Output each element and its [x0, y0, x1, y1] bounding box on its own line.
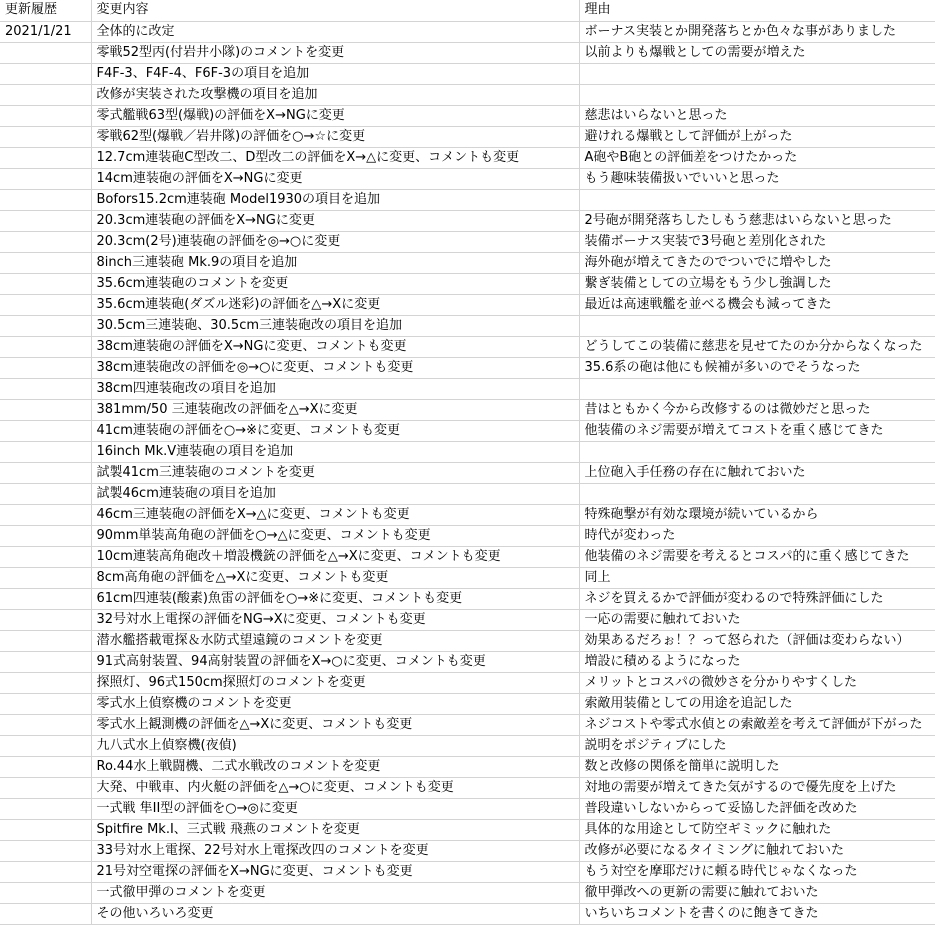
table-row: [0, 273, 935, 294]
date-cell: [0, 567, 91, 588]
date-cell: [0, 168, 91, 189]
date-cell: [0, 63, 91, 84]
reason-cell: 効果あるだろぉ！？って怒られた（評価は変わらない）: [579, 630, 935, 651]
change-cell: 32号対水上電探の評価をNG→Xに変更、コメントも変更: [91, 609, 579, 630]
reason-cell: 説明をポジティブにした: [579, 735, 935, 756]
change-cell: 8cm高角砲の評価を△→Xに変更、コメントも変更: [91, 567, 579, 588]
reason-cell: [579, 63, 935, 84]
reason-cell: 最近は高速戦艦を並べる機会も減ってきた: [579, 294, 935, 315]
change-cell: 全体的に改定: [91, 21, 579, 42]
header-history: 更新履歴: [0, 0, 91, 21]
table-row: [0, 546, 935, 567]
table-row: [0, 672, 935, 693]
change-cell: 90mm単装高角砲の評価を○→△に変更、コメントも変更: [91, 525, 579, 546]
date-cell: [0, 441, 91, 462]
table-row: [0, 399, 935, 420]
change-cell: 潜水艦搭載電探＆水防式望遠鏡のコメントを変更: [91, 630, 579, 651]
reason-cell: 海外砲が増えてきたのでついでに増やした: [579, 252, 935, 273]
date-cell: [0, 882, 91, 903]
change-cell: 九八式水上偵察機(夜偵): [91, 735, 579, 756]
change-cell: 30.5cm三連装砲、30.5cm三連装砲改の項目を追加: [91, 315, 579, 336]
reason-cell: 時代が変わった: [579, 525, 935, 546]
change-cell: 一式戦 隼II型の評価を○→◎に変更: [91, 798, 579, 819]
table-row: [0, 105, 935, 126]
table-row: [0, 861, 935, 882]
change-cell: 零戦52型丙(付岩井小隊)のコメントを変更: [91, 42, 579, 63]
reason-cell: [579, 441, 935, 462]
reason-cell: ネジを買えるかで評価が変わるので特殊評価にした: [579, 588, 935, 609]
change-cell: 38cm四連装砲改の項目を追加: [91, 378, 579, 399]
reason-cell: 昔はともかく今から改修するのは微妙だと思った: [579, 399, 935, 420]
change-cell: 61cm四連装(酸素)魚雷の評価を○→※に変更、コメントも変更: [91, 588, 579, 609]
table-row: [0, 525, 935, 546]
date-cell: [0, 147, 91, 168]
change-cell: 20.3cm連装砲の評価をX→NGに変更: [91, 210, 579, 231]
table-row: [0, 84, 935, 105]
header-reason: 理由: [579, 0, 935, 21]
reason-cell: 具体的な用途として防空ギミックに触れた: [579, 819, 935, 840]
date-cell: [0, 357, 91, 378]
change-cell: Ro.44水上戦闘機、二式水戦改のコメントを変更: [91, 756, 579, 777]
table-row: [0, 630, 935, 651]
change-cell: 試製46cm連装砲の項目を追加: [91, 483, 579, 504]
change-cell: F4F-3、F4F-4、F6F-3の項目を追加: [91, 63, 579, 84]
reason-cell: 特殊砲撃が有効な環境が続いているから: [579, 504, 935, 525]
change-cell: 41cm連装砲の評価を○→※に変更、コメントも変更: [91, 420, 579, 441]
date-cell: [0, 252, 91, 273]
date-cell: [0, 420, 91, 441]
table-row: [0, 840, 935, 861]
change-cell: 一式徹甲弾のコメントを変更: [91, 882, 579, 903]
table-row: [0, 588, 935, 609]
reason-cell: 同上: [579, 567, 935, 588]
table-row: [0, 819, 935, 840]
date-cell: [0, 378, 91, 399]
table-row: [0, 903, 935, 924]
date-cell: [0, 294, 91, 315]
table-row: [0, 315, 935, 336]
reason-cell: 索敵用装備としての用途を追記した: [579, 693, 935, 714]
date-cell: [0, 798, 91, 819]
table-row: [0, 210, 935, 231]
table-row: [0, 126, 935, 147]
table-row: [0, 336, 935, 357]
date-cell: [0, 189, 91, 210]
reason-cell: ボーナス実装とか開発落ちとか色々な事がありました: [579, 21, 935, 42]
reason-cell: もう対空を摩耶だけに頼る時代じゃなくなった: [579, 861, 935, 882]
date-cell: [0, 399, 91, 420]
change-cell: 35.6cm連装砲のコメントを変更: [91, 273, 579, 294]
reason-cell: もう趣味装備扱いでいいと思った: [579, 168, 935, 189]
reason-cell: メリットとコスパの微妙さを分かりやすくした: [579, 672, 935, 693]
date-cell: [0, 630, 91, 651]
reason-cell: 2号砲が開発落ちしたしもう慈悲はいらないと思った: [579, 210, 935, 231]
date-cell: [0, 756, 91, 777]
change-cell: 10cm連装高角砲改＋増設機銃の評価を△→Xに変更、コメントも変更: [91, 546, 579, 567]
date-cell: [0, 504, 91, 525]
table-row: [0, 798, 935, 819]
table-row: [0, 21, 935, 42]
table-row: [0, 357, 935, 378]
change-cell: 零戦62型(爆戦／岩井隊)の評価を○→☆に変更: [91, 126, 579, 147]
change-cell: 改修が実装された攻撃機の項目を追加: [91, 84, 579, 105]
date-cell: [0, 777, 91, 798]
reason-cell: 35.6系の砲は他にも候補が多いのでそうなった: [579, 357, 935, 378]
change-cell: 16inch Mk.V連装砲の項目を追加: [91, 441, 579, 462]
reason-cell: 一応の需要に触れておいた: [579, 609, 935, 630]
table-row: [0, 378, 935, 399]
change-cell: 大発、中戦車、内火艇の評価を△→○に変更、コメントも変更: [91, 777, 579, 798]
table-row: [0, 63, 935, 84]
date-cell: [0, 483, 91, 504]
reason-cell: 改修が必要になるタイミングに触れておいた: [579, 840, 935, 861]
change-cell: 38cm連装砲改の評価を◎→○に変更、コメントも変更: [91, 357, 579, 378]
reason-cell: 他装備のネジ需要を考えるとコスパ的に重く感じてきた: [579, 546, 935, 567]
date-cell: [0, 651, 91, 672]
table-row: [0, 147, 935, 168]
table-row: [0, 504, 935, 525]
table-row: [0, 189, 935, 210]
header-change: 変更内容: [91, 0, 579, 21]
reason-cell: 普段違いしないからって妥協した評価を改めた: [579, 798, 935, 819]
change-cell: 試製41cm三連装砲のコメントを変更: [91, 462, 579, 483]
table-row: [0, 756, 935, 777]
table-row: [0, 609, 935, 630]
date-cell: [0, 462, 91, 483]
date-cell: [0, 315, 91, 336]
change-cell: 零式水上観測機の評価を△→Xに変更、コメントも変更: [91, 714, 579, 735]
date-cell: [0, 42, 91, 63]
change-cell: 探照灯、96式150cm探照灯のコメントを変更: [91, 672, 579, 693]
table-row: [0, 42, 935, 63]
table-row: [0, 420, 935, 441]
reason-cell: 上位砲入手任務の存在に触れておいた: [579, 462, 935, 483]
change-cell: 20.3cm(2号)連装砲の評価を◎→○に変更: [91, 231, 579, 252]
date-cell: [0, 714, 91, 735]
change-cell: 8inch三連装砲 Mk.9の項目を追加: [91, 252, 579, 273]
date-cell: [0, 672, 91, 693]
reason-cell: 増設に積めるようになった: [579, 651, 935, 672]
date-cell: [0, 273, 91, 294]
change-cell: 零式艦戦63型(爆戦)の評価をX→NGに変更: [91, 105, 579, 126]
date-cell: [0, 861, 91, 882]
reason-cell: ネジコストや零式水偵との索敵差を考えて評価が下がった: [579, 714, 935, 735]
reason-cell: A砲やB砲との評価差をつけたかった: [579, 147, 935, 168]
change-cell: 381mm/50 三連装砲改の評価を△→Xに変更: [91, 399, 579, 420]
date-cell: [0, 231, 91, 252]
change-cell: 12.7cm連装砲C型改二、D型改二の評価をX→△に変更、コメントも変更: [91, 147, 579, 168]
table-row: [0, 651, 935, 672]
date-cell: [0, 693, 91, 714]
date-cell: 2021/1/21: [0, 21, 91, 42]
date-cell: [0, 84, 91, 105]
change-cell: 35.6cm連装砲(ダズル迷彩)の評価を△→Xに変更: [91, 294, 579, 315]
table-row: [0, 777, 935, 798]
change-cell: 零式水上偵察機のコメントを変更: [91, 693, 579, 714]
change-cell: Spitfire Mk.I、三式戦 飛燕のコメントを変更: [91, 819, 579, 840]
date-cell: [0, 819, 91, 840]
date-cell: [0, 588, 91, 609]
reason-cell: [579, 189, 935, 210]
reason-cell: 以前よりも爆戦としての需要が増えた: [579, 42, 935, 63]
date-cell: [0, 210, 91, 231]
date-cell: [0, 735, 91, 756]
date-cell: [0, 525, 91, 546]
reason-cell: 徹甲弾改への更新の需要に触れておいた: [579, 882, 935, 903]
reason-cell: 他装備のネジ需要が増えてコストを重く感じてきた: [579, 420, 935, 441]
table-row: [0, 483, 935, 504]
table-row: [0, 882, 935, 903]
reason-cell: [579, 483, 935, 504]
reason-cell: [579, 315, 935, 336]
reason-cell: いちいちコメントを書くのに飽きてきた: [579, 903, 935, 924]
change-cell: 91式高射装置、94高射装置の評価をX→○に変更、コメントも変更: [91, 651, 579, 672]
table-row: [0, 693, 935, 714]
change-cell: Bofors15.2cm連装砲 Model1930の項目を追加: [91, 189, 579, 210]
table-row: [0, 252, 935, 273]
reason-cell: 繋ぎ装備としての立場をもう少し強調した: [579, 273, 935, 294]
change-cell: その他いろいろ変更: [91, 903, 579, 924]
table-row: [0, 714, 935, 735]
reason-cell: 慈悲はいらないと思った: [579, 105, 935, 126]
date-cell: [0, 546, 91, 567]
reason-cell: 避けれる爆戦として評価が上がった: [579, 126, 935, 147]
table-row: [0, 567, 935, 588]
date-cell: [0, 609, 91, 630]
table-row: [0, 231, 935, 252]
table-row: [0, 168, 935, 189]
reason-cell: 数と改修の関係を簡単に説明した: [579, 756, 935, 777]
change-cell: 46cm三連装砲の評価をX→△に変更、コメントも変更: [91, 504, 579, 525]
table-row: [0, 462, 935, 483]
header-row: [0, 0, 935, 21]
change-cell: 33号対水上電探、22号対水上電探改四のコメントを変更: [91, 840, 579, 861]
change-cell: 21号対空電探の評価をX→NGに変更、コメントも変更: [91, 861, 579, 882]
change-cell: 14cm連装砲の評価をX→NGに変更: [91, 168, 579, 189]
date-cell: [0, 903, 91, 924]
change-cell: 38cm連装砲の評価をX→NGに変更、コメントも変更: [91, 336, 579, 357]
date-cell: [0, 126, 91, 147]
reason-cell: [579, 84, 935, 105]
reason-cell: 対地の需要が増えてきた気がするので優先度を上げた: [579, 777, 935, 798]
table-row: [0, 294, 935, 315]
reason-cell: どうしてこの装備に慈悲を見せてたのか分からなくなった: [579, 336, 935, 357]
date-cell: [0, 336, 91, 357]
reason-cell: 装備ボーナス実装で3号砲と差別化された: [579, 231, 935, 252]
reason-cell: [579, 378, 935, 399]
date-cell: [0, 105, 91, 126]
table-row: [0, 735, 935, 756]
table-row: [0, 441, 935, 462]
date-cell: [0, 840, 91, 861]
